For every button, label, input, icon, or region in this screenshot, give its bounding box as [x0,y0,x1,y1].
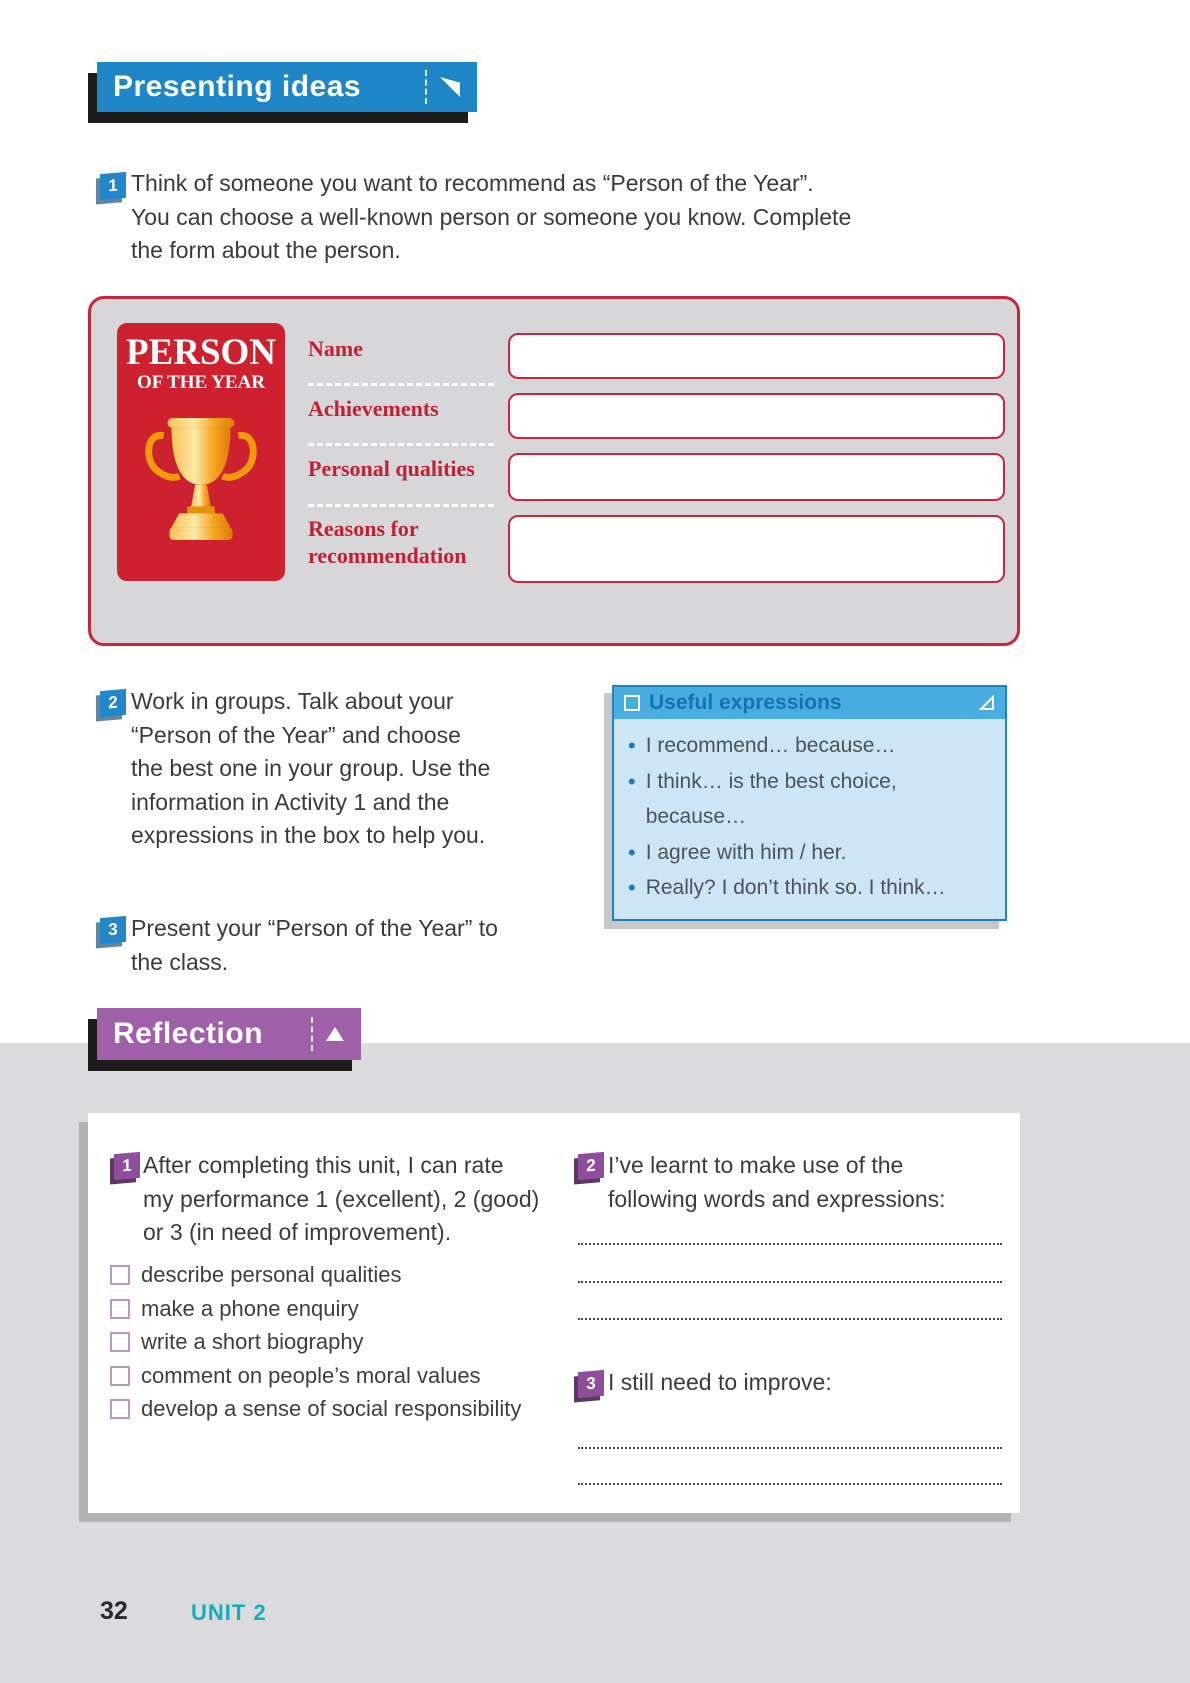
banner-dash-divider [425,70,427,104]
checklist-label: develop a sense of social responsibility [141,1396,522,1421]
expression-text: I think… is the best choice, because… [645,769,897,828]
reflection-item-3-text: I still need to improve: [608,1369,832,1395]
text-line: expressions in the box to help you. [131,822,486,848]
expression-text: Really? I don’t think so. I think… [645,876,946,899]
write-on-line[interactable] [578,1483,1002,1485]
activity-3-text [131,912,591,979]
reflection-title: Reflection [113,1017,264,1050]
text-line: You can choose a well-known person or someone you know. Complete [131,203,852,230]
presenting-ideas-title: Presenting ideas [113,70,362,103]
unit-label: UNIT 2 [191,1600,267,1625]
reflection-item-1-text [143,1149,563,1250]
banner-dash-divider [311,1017,313,1051]
text-line: my performance 1 (excellent), 2 (good) [143,1185,540,1212]
checklist-label: comment on people’s moral values [141,1363,481,1388]
activity-3-badge: 3 [100,916,126,944]
write-on-line[interactable] [578,1243,1002,1245]
dashed-divider [308,504,494,507]
page-number: 32 [100,1597,128,1625]
write-on-line[interactable] [578,1447,1002,1449]
activity-2-badge: 2 [100,689,126,717]
square-icon [624,695,640,711]
reflection-box [88,1113,1020,1513]
useful-expressions-title: Useful expressions [649,691,842,714]
list-item [628,764,995,835]
reflection-item-3-badge: 3 [578,1370,604,1398]
reasons-label-line2: recommendation [308,543,467,568]
checklist-label: describe personal qualities [141,1262,402,1287]
useful-expressions-list [614,719,1005,919]
reflection-item-2-badge: 2 [578,1152,604,1180]
list-item [628,835,995,871]
card-title-line2: OF THE YEAR [136,372,266,393]
text-line: Think of someone you want to recommend as “Person of the Year”. [131,170,814,196]
checkbox-make-a-phone-enquiry[interactable] [110,1299,130,1319]
bullet-icon: • [628,875,636,900]
checklist-label: make a phone enquiry [141,1296,359,1321]
list-item [628,728,995,764]
reflection-banner [97,1008,361,1060]
name-input[interactable] [508,333,1005,379]
person-of-the-year-form [88,296,1020,646]
presenting-ideas-banner [97,62,477,112]
checkbox-write-a-short-biography[interactable] [110,1332,130,1352]
write-on-line[interactable] [578,1318,1002,1320]
person-of-the-year-card [117,323,285,581]
expression-text: I agree with him / her. [645,840,847,864]
checklist-label: write a short biography [141,1329,364,1354]
text-line: After completing this unit, I can rate [143,1152,504,1178]
reasons-label-line1: Reasons for [308,516,419,541]
text-line: the form about the person. [131,237,401,263]
activity-1-text [131,167,901,268]
achievements-input[interactable] [508,393,1005,439]
text-line: I’ve learnt to make use of the [608,1152,904,1178]
dashed-divider [308,443,494,446]
reflection-item-1-badge: 1 [114,1152,140,1180]
checkbox-develop-social-responsibility[interactable] [110,1399,130,1419]
personal-qualities-input[interactable] [508,453,1005,501]
text-line: Work in groups. Talk about your [131,688,454,714]
reflection-item-2-text [608,1149,1008,1216]
checkbox-comment-on-moral-values[interactable] [110,1366,130,1386]
personal-qualities-label: Personal qualities [308,456,475,481]
reasons-input[interactable] [508,515,1005,583]
useful-expressions-header [614,687,1005,719]
dashed-divider [308,383,494,386]
bullet-icon: • [628,733,636,758]
achievements-label: Achievements [308,396,439,421]
activity-1-badge: 1 [100,172,126,200]
text-line: or 3 (in need of improvement). [143,1219,452,1245]
bullet-icon: • [628,768,636,794]
trophy-icon [117,404,285,559]
text-line: the class. [131,948,229,975]
reasons-label [308,515,466,569]
name-label: Name [308,336,363,361]
text-line: the best one in your group. Use the [131,755,491,781]
checkbox-describe-personal-qualities[interactable] [110,1265,130,1285]
text-line: information in Activity 1 and the [131,788,450,815]
write-on-line[interactable] [578,1281,1002,1283]
expression-text: I recommend… because… [645,734,896,757]
triangle-outline-icon [979,695,995,711]
text-line: Present your “Person of the Year” to [131,915,498,941]
triangle-up-icon [325,1025,345,1043]
card-title-line1: PERSON [125,332,277,373]
activity-2-text [131,685,591,853]
text-line: “Person of the Year” and choose [131,721,461,748]
list-item [628,870,995,906]
cursor-arrow-icon [439,76,461,98]
text-line: following words and expressions: [608,1185,946,1212]
useful-expressions-box [612,685,1007,921]
bullet-icon: • [628,839,636,865]
